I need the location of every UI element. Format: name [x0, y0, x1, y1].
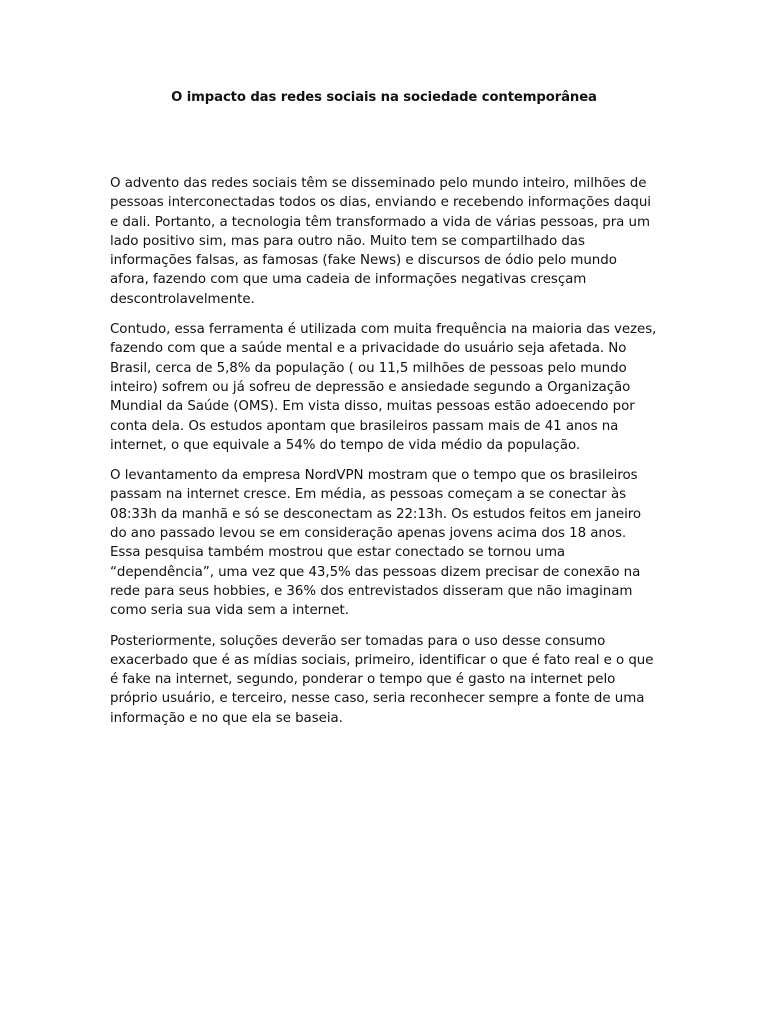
paragraph-2: Contudo, essa ferramenta é utilizada com muita frequência na maioria das vezes, fazendo com que a saúde mental e a privacidade do usuário seja afetada. No Brasil, cerca de 5,8% da população ( ou 11,5 milhões de pessoas pelo mundo inteiro) sofrem ou já sofreu de depressão e ansiedade segundo a Organização Mundial da Saúde (OMS). Em vista disso, muitas pessoas estão adoecendo por conta dela. Os estudos apontam que brasileiros passam mais de 41 anos na internet, o que equivale a 54% do tempo de vida médio da população. — [110, 322, 657, 453]
document-body — [110, 174, 658, 739]
paragraph-4: Posteriormente, soluções deverão ser tomadas para o uso desse consumo exacerbado que é as mídias sociais, primeiro, identificar o que é fato real e o que é fake na internet, segundo, ponderar o tempo que é gasto na internet pelo próprio usuário, e terceiro, nesse caso, seria reconhecer sempre a fonte de uma informação e no que ela se baseia. — [110, 633, 654, 726]
document-title: O impacto das redes sociais na sociedade contemporânea — [171, 90, 597, 105]
paragraph-1: O advento das redes sociais têm se disseminado pelo mundo inteiro, milhões de pessoas interconectadas todos os dias, enviando e recebendo informações daqui e dali. Portanto, a tecnologia têm transformado a vida de várias pessoas, pra um lado positivo sim, mas para outro não. Muito tem se compartilhado das informações falsas, as famosas (fake News) e discursos de ódio pelo mundo afora, fazendo com que uma cadeia de informações negativas cresçam descontrolavelmente. — [110, 176, 651, 307]
paragraph-3: O levantamento da empresa NordVPN mostram que o tempo que os brasileiros passam na internet cresce. Em média, as pessoas começam a se conectar às 08:33h da manhã e só se desconectam as 22:13h. Os estudos feitos em janeiro do ano passado levou se em consideração apenas jovens acima dos 18 anos. Essa pesquisa também mostrou que estar conectado se tornou uma “dependência”, uma vez que 43,5% das pessoas dizem precisar de conexão na rede para seus hobbies, e 36% dos entrevistados disseram que não imaginam como seria sua vida sem a internet. — [110, 468, 642, 619]
